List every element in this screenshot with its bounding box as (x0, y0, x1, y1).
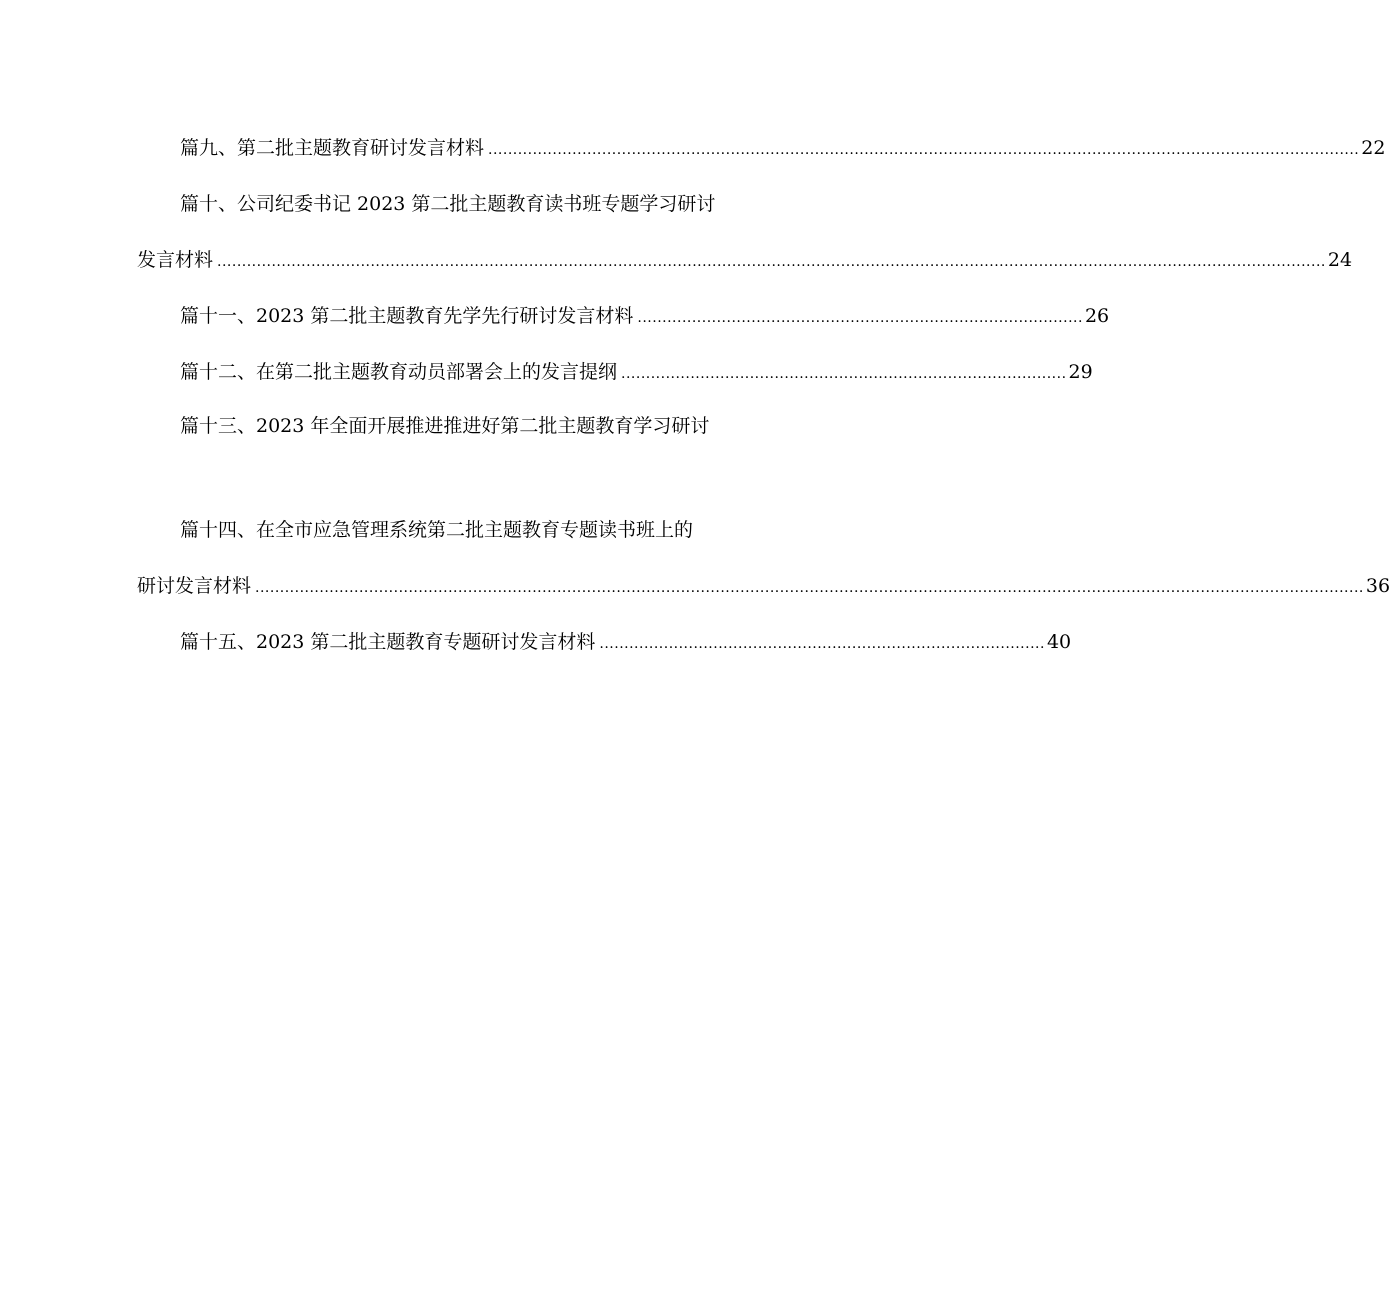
toc-entry-14[interactable] (180, 518, 693, 542)
toc-entry-10-continued[interactable] (137, 248, 1353, 274)
toc-entry-title: 篇十五、2023 第二批主题教育专题研讨发言材料 (180, 631, 596, 653)
toc-entry-15[interactable] (180, 630, 1072, 656)
dot-leader: ................................................................................................................................................................................................................................ (255, 580, 1364, 596)
toc-page-number: 22 (1361, 137, 1386, 159)
toc-entry-14-continued[interactable] (137, 574, 1390, 600)
toc-entry-title: 发言材料 (137, 249, 214, 271)
toc-page-number: 36 (1365, 575, 1390, 597)
toc-entry-title: 篇九、第二批主题教育研讨发言材料 (180, 137, 485, 159)
toc-entry-title: 篇十三、2023 年全面开展推进推进好第二批主题教育学习研讨 (180, 415, 710, 437)
toc-page-number: 26 (1084, 305, 1110, 327)
toc-entry-title: 篇十一、2023 第二批主题教育先学先行研讨发言材料 (180, 305, 634, 327)
dot-leader: .......................................................................................... (621, 366, 1067, 382)
toc-entry-12[interactable] (180, 360, 1093, 386)
toc-entry-13[interactable] (180, 414, 709, 438)
toc-page-number: 29 (1068, 361, 1093, 383)
toc-entry-11[interactable] (180, 304, 1110, 330)
dot-leader: .......................................................................................... (637, 310, 1083, 326)
dot-leader: ................................................................................................................................................................................ (488, 142, 1360, 158)
toc-page-number: 40 (1046, 631, 1072, 653)
toc-entry-title: 研讨发言材料 (137, 575, 252, 597)
dot-leader: ................................................................................................................................................................................................................................ (217, 254, 1326, 270)
toc-entry-9[interactable] (180, 136, 1386, 162)
toc-entry-10[interactable] (180, 192, 715, 216)
dot-leader: .......................................................................................... (599, 636, 1045, 652)
toc-entry-title: 篇十四、在全市应急管理系统第二批主题教育专题读书班上的 (180, 519, 694, 541)
toc-page-number: 24 (1327, 249, 1353, 271)
toc-entry-title: 篇十二、在第二批主题教育动员部署会上的发言提纲 (180, 361, 618, 383)
toc-entry-title: 篇十、公司纪委书记 2023 第二批主题教育读书班专题学习研讨 (180, 193, 716, 215)
